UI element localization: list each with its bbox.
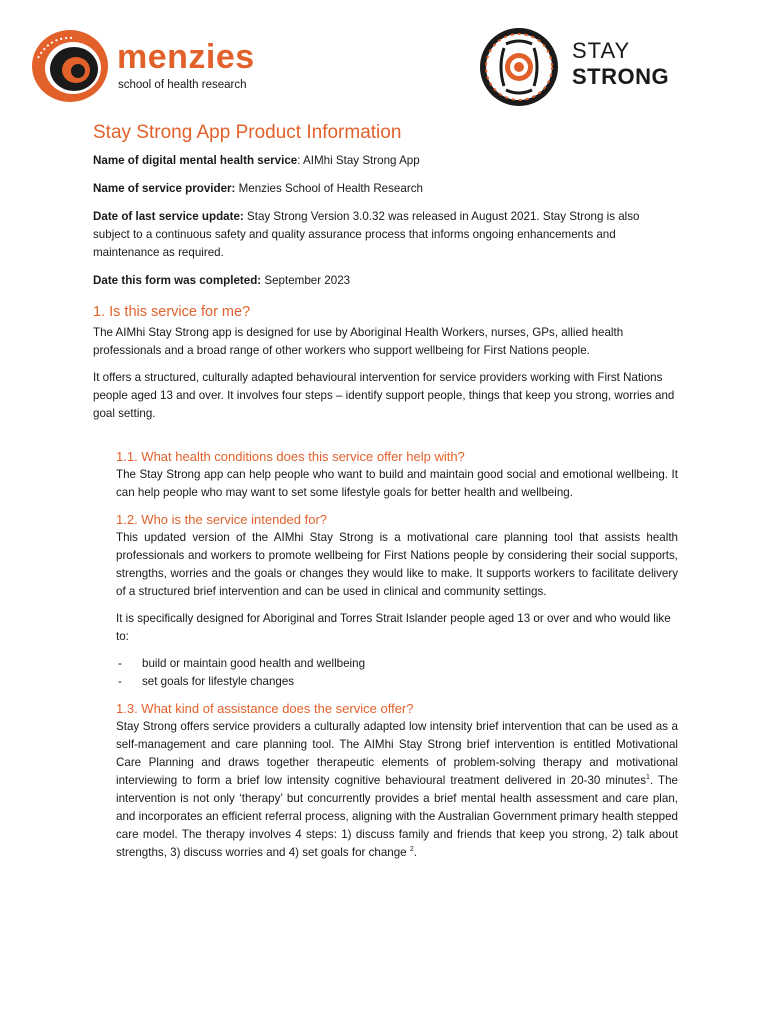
meta-value: : AIMhi Stay Strong App bbox=[297, 154, 420, 167]
section-1-1-paragraph: The Stay Strong app can help people who want to build and maintain good social and emotional wellbeing. It can help people who may want to set some lifestyle goals for better health and wellbeing. bbox=[116, 468, 678, 499]
text-run: Stay Strong offers service providers a culturally adapted low intensity brief intervention that can be used as a self-management and care planning tool. The AIMhi Stay Strong brief intervention is entitled Motivational Care Planning and draws together therapeutic elements of problem-solving therapy and motivational interviewing to form a brief low intensity cognitive behavioural treatment delivered in 20-30 minutes bbox=[116, 720, 678, 787]
list-item: - build or maintain good health and wellbeing bbox=[116, 655, 678, 673]
text-run: . The intervention is not only ‘therapy’ but concurrently provides a brief mental health assessment and care plan, and incorporates an efficient referral process, aligning with the Australian Government primary health stepped care model. The therapy involves 4 steps: 1) discuss family and friends that keep you strong, 2) talk about strengths, 3) discuss worries and 4) set goals for change bbox=[116, 774, 679, 859]
stay-strong-logo-icon bbox=[478, 26, 560, 108]
footnote-ref: 2 bbox=[409, 846, 414, 854]
meta-value: September 2023 bbox=[261, 274, 351, 287]
menzies-subtitle: school of health research bbox=[118, 79, 247, 91]
strong-wordmark: STRONG bbox=[572, 64, 670, 89]
section-1-1-heading: 1.1. What health conditions does this service offer help with? bbox=[116, 449, 465, 464]
section-1-3-heading: 1.3. What kind of assistance does the service offer? bbox=[116, 701, 414, 716]
section-1-paragraph-2: It offers a structured, culturally adapted behavioural intervention for service providers working with First Nations people aged 13 and over. It involves four steps – identify support people, things that keep you strong, worries and goal setting. bbox=[93, 371, 675, 420]
page-header bbox=[0, 0, 770, 115]
section-1-3-paragraph bbox=[116, 718, 678, 862]
section-1-2-heading: 1.2. Who is the service intended for? bbox=[116, 512, 328, 527]
meta-label: Name of digital mental health service bbox=[93, 154, 298, 167]
meta-label: Name of service provider: bbox=[93, 182, 236, 195]
menzies-wordmark: menzies bbox=[117, 38, 255, 76]
document-title: Stay Strong App Product Information bbox=[93, 122, 402, 143]
document-body bbox=[93, 122, 678, 871]
section-1-2-paragraph-2: It is specifically designed for Aboriginal and Torres Strait Islander people aged 13 or over and who would like to: bbox=[116, 612, 671, 643]
audience-list bbox=[116, 655, 678, 691]
meta-service-name bbox=[93, 152, 678, 170]
meta-last-update bbox=[93, 208, 678, 262]
section-1-paragraph-1: The AIMhi Stay Strong app is designed for use by Aboriginal Health Workers, nurses, GPs, allied health professionals and a broad range of other workers who support wellbeing for First Nations people. bbox=[93, 326, 624, 357]
meta-label: Date of last service update: bbox=[93, 210, 244, 223]
section-1-heading: 1. Is this service for me? bbox=[93, 304, 251, 320]
meta-value: Stay Strong Version 3.0.32 was released in August 2021. Stay Strong is also subject to a continuous safety and quality assurance process that informs ongoing enhancements and maintenance as required. bbox=[93, 210, 640, 259]
stay-wordmark: STAY bbox=[572, 38, 631, 63]
text-run: . bbox=[413, 846, 417, 859]
meta-form-completed bbox=[93, 272, 678, 290]
subsections bbox=[93, 449, 678, 862]
menzies-logo-icon bbox=[30, 28, 112, 104]
meta-label: Date this form was completed: bbox=[93, 274, 262, 287]
list-item: - set goals for lifestyle changes bbox=[116, 673, 678, 691]
meta-value: Menzies School of Health Research bbox=[235, 182, 423, 195]
meta-service-provider bbox=[93, 180, 678, 198]
section-1-2-paragraph-1: This updated version of the AIMhi Stay Strong is a motivational care planning tool that assists health professionals and workers to promote wellbeing for First Nations people by considering their social supports, strengths, worries and the goals or changes they would like to make. It supports workers to facilitate delivery of a structured brief intervention and can be used in clinical and community settings. bbox=[116, 531, 678, 598]
footnote-ref: 1 bbox=[646, 774, 650, 782]
